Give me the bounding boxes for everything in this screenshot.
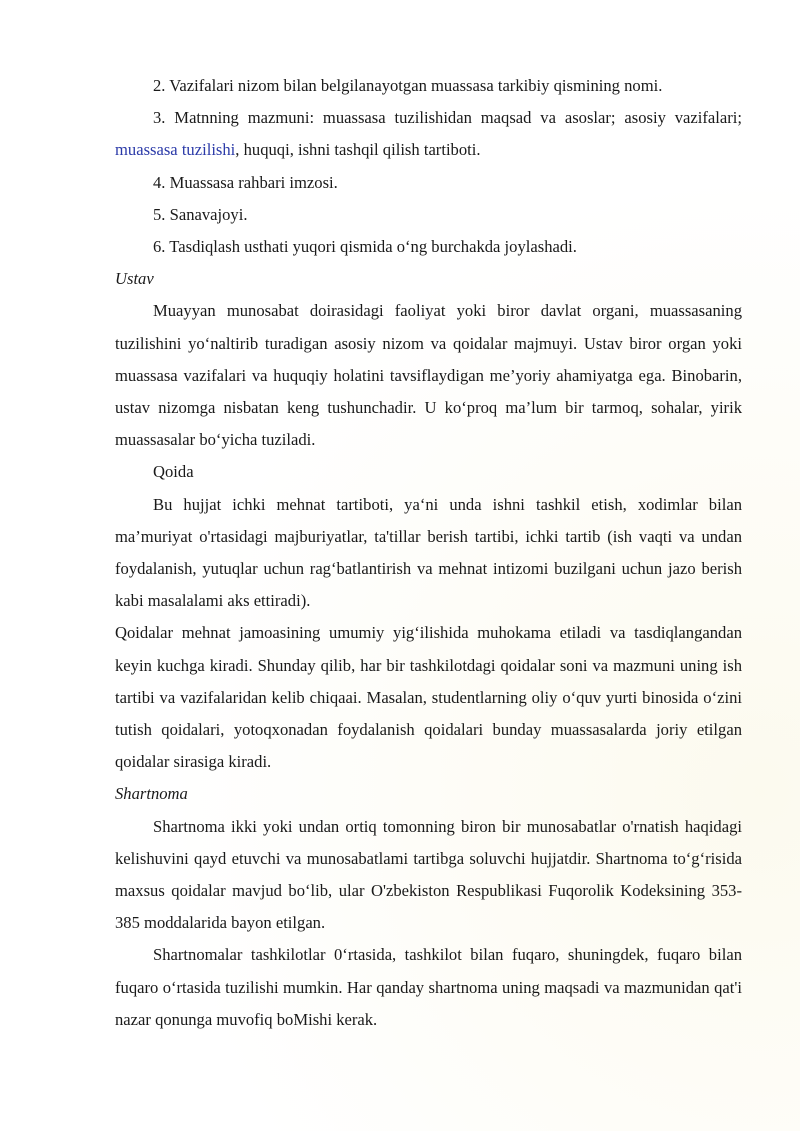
paragraph-shartnoma-1: Shartnoma ikki yoki undan ortiq tomonning biron bir munosabatlar o'rnatish haqidagi kelishuvini qayd etuvchi va munosabatlami tartibga soluvchi hujjatdir. Shartnoma to‘g‘risida maxsus qoidalar mavjud bo‘lib, ular O'zbekiston Respublikasi Fuqorolik Kodeksining 353-385 moddalarida bayon etilgan. bbox=[115, 816, 742, 933]
paragraph-shartnoma-2: Shartnomalar tashkilotlar 0‘rtasida, tashkilot bilan fuqaro, shuningdek, fuqaro bilan fuqaro o‘rtasida tuzilishi mumkin. Har qanday shartnoma uning maqsadi va mazmunidan qat'i nazar qonunga muvofiq boMishi kerak. bbox=[115, 945, 742, 1029]
list-item-4: 4. Muassasa rahbari imzosi. bbox=[153, 172, 338, 192]
paragraph-ustav: Muayyan munosabat doirasidagi faoliyat yoki biror davlat organi, muassasaning tuzilishini yo‘naltirib turadigan asosiy nizom va qoidalar majmuyi. Ustav biror organ yoki muassasa vazifalari va huquqiy holatini tavsiflaydigan me’yoriy ahamiyatga ega. Binobarin, ustav nizomga nisbatan keng tushunchadir. U ko‘proq ma’lum bir tarmoq, sohalar, yirik muassasalar bo‘yicha tuziladi. bbox=[115, 301, 742, 450]
heading-shartnoma: Shartnoma bbox=[115, 784, 188, 804]
list-item-3 bbox=[115, 102, 742, 166]
paragraph-qoida-1: Bu hujjat ichki mehnat tartiboti, ya‘ni unda ishni tashkil etish, xodimlar bilan ma’muriyat o'rtasidagi majburiyatlar, ta'tillar berish tartibi, ichki tartib (ish vaqti va undan foydalanish, yutuqlar uchun rag‘batlantirish va mehnat intizomi buzilgani uchun jazo berish kabi masalalami aks ettiradi). bbox=[115, 494, 742, 611]
document-body bbox=[115, 70, 742, 1036]
heading-qoida: Qoida bbox=[153, 462, 194, 482]
list-item-3-text-end: , huquqi, ishni tashqil qilish tartiboti. bbox=[235, 140, 481, 160]
list-item-6: 6. Tasdiqlash usthati yuqori qismida o‘ng burchakda joylashadi. bbox=[153, 237, 577, 257]
list-item-3-text-start: 3. Matnning mazmuni: muassasa tuzilishidan maqsad va asoslar; asosiy vazifalari; bbox=[153, 108, 742, 128]
muassasa-tuzilishi-link[interactable]: muassasa tuzilishi bbox=[115, 140, 236, 160]
paragraph-qoida-2: Qoidalar mehnat jamoasining umumiy yig‘ilishida muhokama etiladi va tasdiqlangandan keyin kuchga kiradi. Shunday qilib, har bir tashkilotdagi qoidalar soni va mazmuni uning ish tartibi va vazifalaridan kelib chiqaai. Masalan, studentlarning oliy o‘quv yurti binosida o‘zini tutish qoidalari, yotoqxonadan foydalanish qoidalari bunday muassasalarda joriy etilgan qoidalar sirasiga kiradi. bbox=[115, 623, 742, 772]
heading-ustav: Ustav bbox=[115, 269, 154, 289]
list-item-5: 5. Sanavajoyi. bbox=[153, 204, 248, 224]
list-item-2: 2. Vazifalari nizom bilan belgilanayotgan muassasa tarkibiy qismining nomi. bbox=[153, 76, 663, 95]
